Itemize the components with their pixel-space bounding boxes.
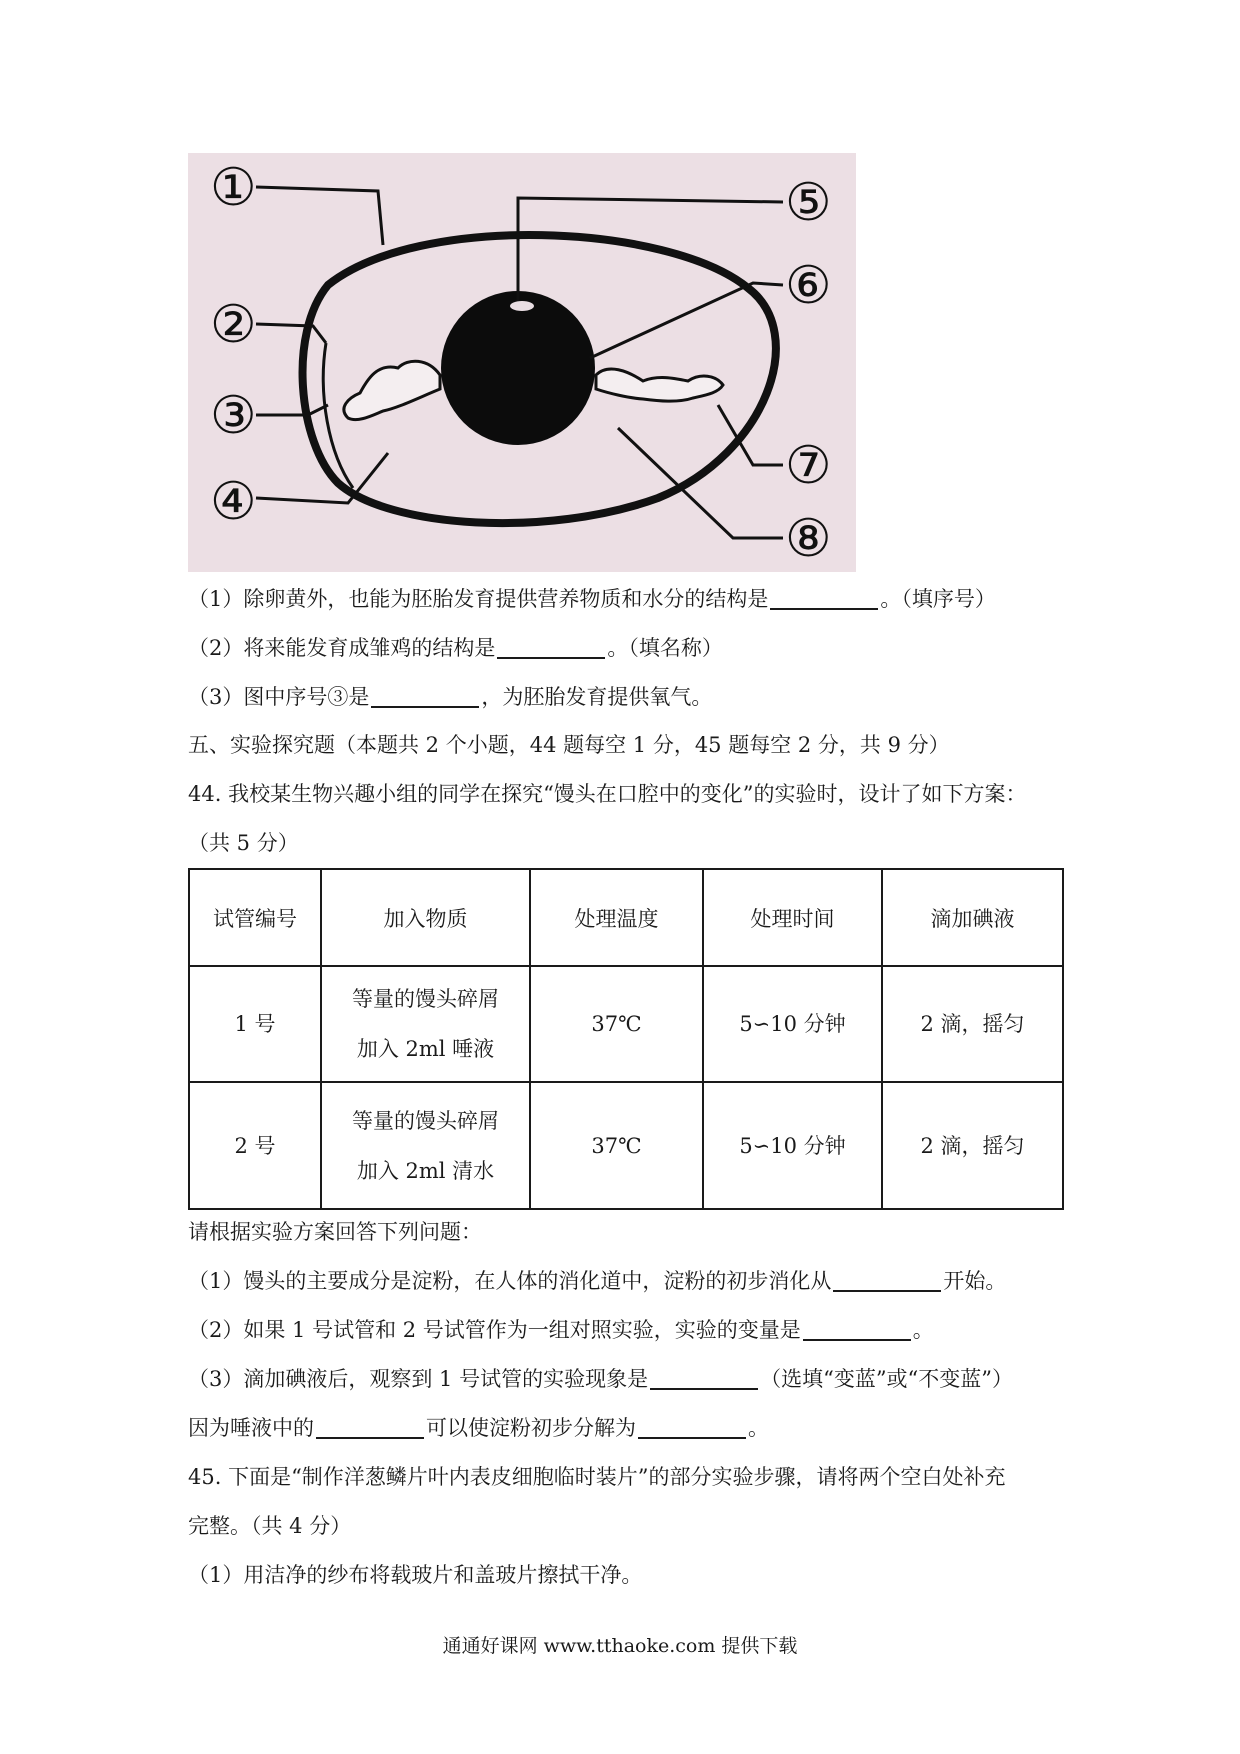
- yolk: [441, 291, 595, 445]
- duration: 5∽10 分钟: [703, 1082, 882, 1209]
- section-title: 五、实验探究题（本题共 2 个小题，44 题每空 1 分，45 题每空 2 分，共 9 分）: [188, 733, 950, 757]
- q43-3-text: （3）图中序号③是: [188, 685, 370, 709]
- answer-blank[interactable]: [770, 586, 878, 610]
- q44-intro: 44. 我校某生物兴趣小组的同学在探究“馒头在口腔中的变化”的实验时，设计了如下方案：: [188, 782, 1027, 806]
- q43-3-suffix: ，为胚胎发育提供氧气。: [481, 685, 713, 709]
- table-header-cell: 处理温度: [530, 869, 703, 966]
- table-header-cell: 试管编号: [189, 869, 321, 966]
- label-3: ③: [210, 386, 257, 446]
- page-footer: 通通好课网 www.tthaoke.com 提供下载: [442, 1635, 798, 1657]
- leader-line-3: [256, 405, 328, 415]
- temperature: 37℃: [530, 966, 703, 1082]
- q43-1: [188, 584, 996, 614]
- q45-step-1: （1）用洁净的纱布将载玻片和盖玻片擦拭干净。: [188, 1563, 643, 1587]
- answer-blank[interactable]: [803, 1317, 911, 1341]
- duration: 5∽10 分钟: [703, 966, 882, 1082]
- label-2: ②: [210, 295, 257, 355]
- iodine: 2 滴，摇匀: [882, 1082, 1063, 1209]
- label-6: ⑥: [785, 256, 832, 316]
- answer-blank[interactable]: [638, 1415, 746, 1439]
- q44-2-suffix: 。: [912, 1318, 934, 1342]
- table-header-cell: 滴加碘液: [882, 869, 1063, 966]
- substance-cell: [321, 966, 530, 1082]
- substance-cell: [321, 1082, 530, 1209]
- leader-line-1: [256, 187, 383, 245]
- q44-2-text: （2）如果 1 号试管和 2 号试管作为一组对照实验，实验的变量是: [188, 1318, 801, 1342]
- q44-3-text: （3）滴加碘液后，观察到 1 号试管的实验现象是: [188, 1367, 649, 1391]
- answer-blank[interactable]: [833, 1268, 941, 1292]
- substance-line: 等量的馒头碎屑: [352, 1108, 499, 1133]
- q44-3b-suffix: 。: [748, 1416, 769, 1440]
- substance-line: 等量的馒头碎屑: [352, 987, 499, 1011]
- label-7: ⑦: [785, 436, 832, 496]
- label-1: ①: [210, 158, 257, 218]
- leader-line-8: [618, 428, 783, 538]
- q43-2-suffix: 。（填名称）: [607, 636, 723, 660]
- q43-2-text: （2）将来能发育成雏鸡的结构是: [188, 636, 496, 660]
- q44-3: [188, 1364, 1013, 1394]
- egg-diagram: [188, 153, 856, 572]
- q45-intro: 45. 下面是“制作洋葱鳞片叶内表皮细胞临时装片”的部分实验步骤，请将两个空白处补充: [188, 1465, 1006, 1489]
- temperature: 37℃: [530, 1082, 703, 1209]
- q43-1-text: （1）除卵黄外，也能为胚胎发育提供营养物质和水分的结构是: [188, 587, 769, 611]
- q43-2: [188, 633, 723, 663]
- substance-line: 加入 2ml 清水: [356, 1158, 495, 1183]
- q44-3b-text: 因为唾液中的: [188, 1416, 314, 1440]
- table-header-row: [189, 869, 1063, 966]
- label-4: ④: [210, 472, 257, 532]
- iodine: 2 滴，摇匀: [882, 966, 1063, 1082]
- table-header-cell: 处理时间: [703, 869, 882, 966]
- q44-1-suffix: 开始。: [943, 1269, 1007, 1293]
- label-8: ⑧: [785, 509, 832, 569]
- q44-3b-mid: 可以使淀粉初步分解为: [426, 1416, 636, 1440]
- answer-blank[interactable]: [497, 635, 605, 659]
- tube-id: 1 号: [189, 966, 321, 1082]
- q44-intro-score: （共 5 分）: [188, 831, 299, 855]
- table-row: [189, 1082, 1063, 1209]
- chalaza-right: [596, 369, 723, 401]
- table-header-cell: 加入物质: [321, 869, 530, 966]
- leader-line-2: [256, 324, 326, 343]
- label-5: ⑤: [785, 173, 832, 233]
- q44-2: [188, 1315, 934, 1345]
- experiment-table: [188, 868, 1064, 1210]
- germinal-disc: [510, 301, 534, 311]
- substance-line: 加入 2ml 唾液: [356, 1037, 495, 1061]
- q44-3-continued: [188, 1413, 769, 1443]
- q43-3: [188, 682, 712, 712]
- q45-intro-score: 完整。（共 4 分）: [188, 1514, 352, 1538]
- q44-1-text: （1）馒头的主要成分是淀粉，在人体的消化道中，淀粉的初步消化从: [188, 1269, 832, 1293]
- q44-1: [188, 1266, 1006, 1296]
- answer-blank[interactable]: [650, 1366, 758, 1390]
- q44-3-suffix: （选填“变蓝”或“不变蓝”）: [760, 1367, 1014, 1391]
- q44-prompt: 请根据实验方案回答下列问题：: [188, 1220, 482, 1244]
- answer-blank[interactable]: [316, 1415, 424, 1439]
- answer-blank[interactable]: [371, 684, 479, 708]
- tube-id: 2 号: [189, 1082, 321, 1209]
- q43-1-suffix: 。（填序号）: [880, 587, 996, 611]
- table-row: [189, 966, 1063, 1082]
- egg-structure-figure: [188, 153, 856, 572]
- chalaza-left: [344, 361, 440, 419]
